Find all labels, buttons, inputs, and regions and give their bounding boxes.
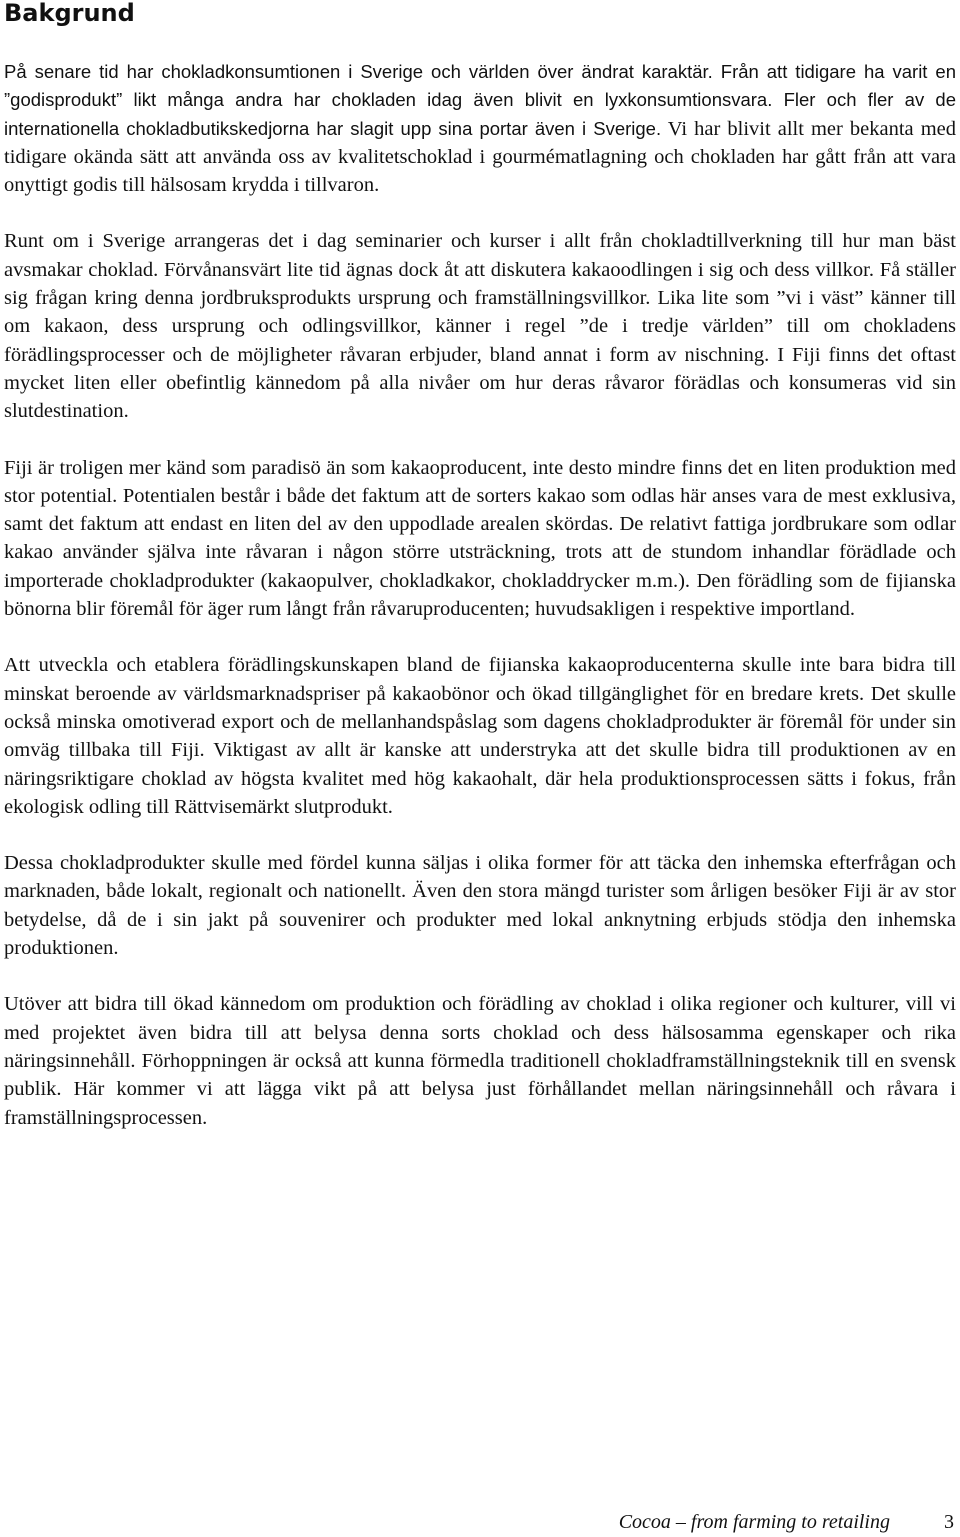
paragraph-5 bbox=[4, 849, 956, 962]
footer-title: Cocoa – from farming to retailing bbox=[618, 1511, 890, 1533]
paragraph-3 bbox=[4, 454, 956, 624]
paragraph-1-sans-part: På senare tid har chokladkonsumtionen i Sverige och världen över ändrat karaktär. Från att tidigare ha varit en ”godisprodukt” likt många andra har chokladen idag även blivit en lyxkonsumtionsvara. Fler och fler av de internationella chokladbutikskedjorna har slagit upp sina portar även i Sverige. bbox=[4, 61, 956, 139]
paragraph-6 bbox=[4, 990, 956, 1131]
page-number: 3 bbox=[944, 1511, 954, 1533]
page-footer bbox=[619, 1508, 954, 1536]
paragraph-2 bbox=[4, 227, 956, 425]
paragraph-4 bbox=[4, 651, 956, 821]
paragraph-1-serif-part: Vi har blivit allt mer bekanta med tidigare okända sätt att använda oss av kvalitetschoklad i gourmématlagning och chokladen har gått från att vara onyttigt godis till hälsosam krydda i tillvaron. bbox=[4, 117, 956, 197]
paragraph-1 bbox=[4, 58, 956, 199]
paragraph-5-text: Dessa chokladprodukter skulle med fördel kunna säljas i olika former för att täcka den inhemska efterfrågan och marknaden, både lokalt, regionalt och nationellt. Även den stora mängd turister som årligen besöker Fiji är av stor betydelse, då de i sin jakt på souvenirer och produkter med lokal anknytning erbjuds stödja den inhemska produktionen. bbox=[4, 852, 956, 960]
paragraph-4-text: Att utveckla och etablera förädlingskunskapen bland de fijianska kakaoproducenterna skulle inte bara bidra till minskat beroende av världsmarknadspriser på kakaobönor och ökad tillgänglighet för en bredare krets. Det skulle också minska omotiverad export och de mellanhandspåslag som dagens chokladprodukter är föremål för under sin omväg tillbaka till Fiji. Viktigast av allt är kanske att understryka att det skulle bidra till produktionen av en näringsriktigare choklad av högsta kvalitet med hög kakaohalt, där hela produktionsprocessen sätts i fokus, från ekologisk odling till Rättvisemärkt slutprodukt. bbox=[4, 654, 956, 818]
paragraph-3-text: Fiji är troligen mer känd som paradisö än som kakaoproducent, inte desto mindre finns det en liten produktion med stor potential. Potentialen består i både det faktum att de sorters kakao som odlas här anses vara de mest exklusiva, samt det faktum att endast en liten del av den uppodlade arealen skördas. De relativt fattiga jordbrukare som odlar kakao använder själva inte råvaran i någon större utsträckning, trots att de stundom inhandlar förädlade och importerade chokladprodukter (kakaopulver, chokladkakor, chokladdrycker m.m.). Den förädling som de fijianska bönorna blir föremål för äger rum långt från råvaruproducenten; huvudsakligen i respektive importland. bbox=[4, 456, 956, 621]
paragraph-2-text: Runt om i Sverige arrangeras det i dag seminarier och kurser i allt från chokladtillverkning till hur man bäst avsmakar choklad. Förvånansvärt lite tid ägnas dock åt att diskutera kakaoodlingen i sig och dess villkor. Få ställer sig frågan kring denna jordbruksprodukts ursprung och framställningsvillkor. Lika lite som ”vi i väst” känner till om kakaon, dess ursprung och odlingsvillkor, känner i regel ”de i tredje världen” till om chokladens förädlingsprocesser och de möjligheter råvaran erbjuder, bland annat i form av nischning. I Fiji finns det oftast mycket liten eller obefintlig kännedom på alla nivåer om hur deras råvaror förädlas och konsumeras vid sin slutdestination. bbox=[4, 230, 956, 423]
section-heading: Bakgrund bbox=[4, 0, 135, 27]
body-text bbox=[4, 58, 956, 1160]
paragraph-6-text: Utöver att bidra till ökad kännedom om produktion och förädling av choklad i olika regioner och kulturer, vill vi med projektet även bidra till att belysa denna sorts choklad och dess hälsosamma egenskaper och rika näringsinnehåll. Förhoppningen är också att kunna förmedla traditionell chokladframställningsteknik till en svensk publik. Här kommer vi att lägga vikt på att belysa just förhållandet mellan näringsinnehåll och råvara i framställningsprocessen. bbox=[4, 993, 956, 1129]
